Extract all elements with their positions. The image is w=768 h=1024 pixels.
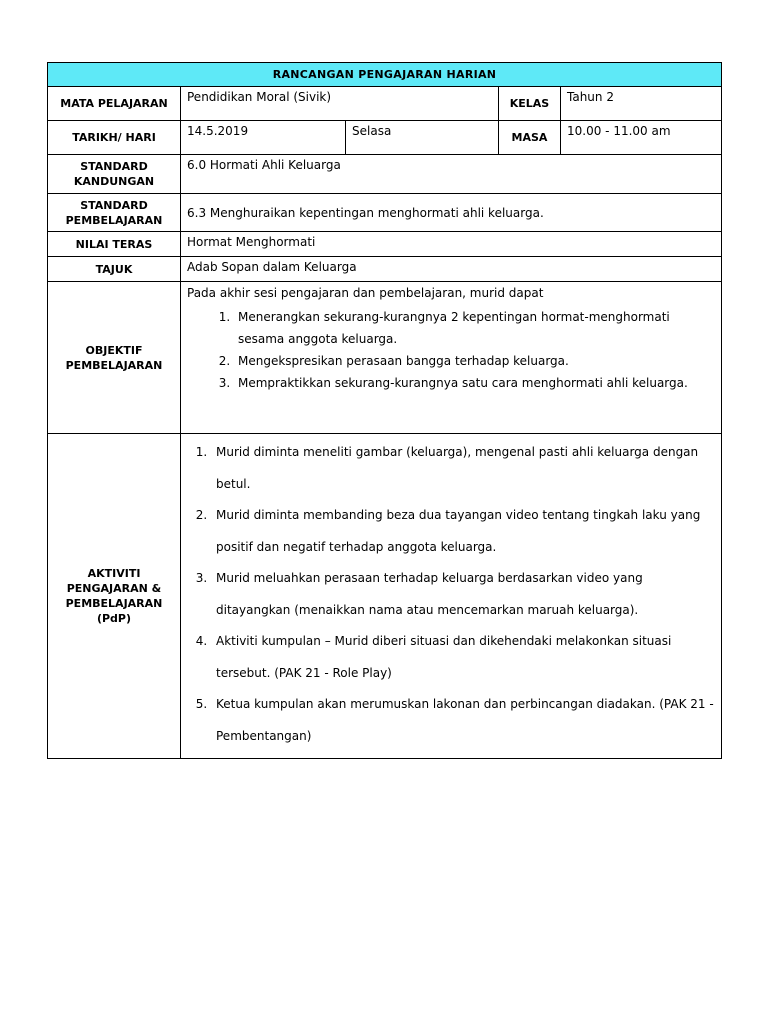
lesson-plan-table [47,62,722,759]
mata-pelajaran-label: MATA PELAJARAN [48,87,181,121]
objektif-list [187,306,715,394]
nilai-teras-value: Hormat Menghormati [181,232,722,257]
standard-pembelajaran-label: STANDARD PEMBELAJARAN [48,194,181,232]
standard-pembelajaran-value: 6.3 Menghuraikan kepentingan menghormati ahli keluarga. [181,194,722,232]
mata-pelajaran-value: Pendidikan Moral (Sivik) [181,87,499,121]
table-title: RANCANGAN PENGAJARAN HARIAN [48,63,722,87]
tarikh-day: Selasa [346,121,499,155]
tajuk-label: TAJUK [48,257,181,282]
tajuk-value: Adab Sopan dalam Keluarga [181,257,722,282]
objektif-label: OBJEKTIF PEMBELAJARAN [48,282,181,434]
kelas-label: KELAS [499,87,561,121]
objektif-intro: Pada akhir sesi pengajaran dan pembelajaran, murid dapat [187,286,544,300]
standard-kandungan-value: 6.0 Hormati Ahli Keluarga [181,155,722,194]
masa-value: 10.00 - 11.00 am [561,121,722,155]
aktiviti-item: 4. Aktiviti kumpulan – Murid diberi situasi dan dikehendaki melakonkan situasi tersebut. (PAK 21 - Role Play) [211,626,715,689]
aktiviti-item: 5. Ketua kumpulan akan merumuskan lakonan dan perbincangan diadakan. (PAK 21 - Pembentangan) [211,689,715,752]
aktiviti-list [187,437,715,752]
tarikh-date: 14.5.2019 [181,121,346,155]
objektif-item: 1. Menerangkan sekurang-kurangnya 2 kepentingan hormat-menghormati sesama anggota keluarga. [234,306,715,350]
objektif-item: 3. Mempraktikkan sekurang-kurangnya satu cara menghormati ahli keluarga. [234,372,715,394]
aktiviti-item: 2. Murid diminta membanding beza dua tayangan video tentang tingkah laku yang positif dan negatif terhadap anggota keluarga. [211,500,715,563]
aktiviti-cell [181,434,722,759]
aktiviti-item: 3. Murid meluahkan perasaan terhadap keluarga berdasarkan video yang ditayangkan (menaikkan nama atau mencemarkan maruah keluarga). [211,563,715,626]
aktiviti-label: AKTIVITI PENGAJARAN & PEMBELAJARAN (PdP) [48,434,181,759]
objektif-item: 2. Mengekspresikan perasaan bangga terhadap keluarga. [234,350,715,372]
masa-label: MASA [499,121,561,155]
objektif-cell [181,282,722,434]
standard-kandungan-label: STANDARD KANDUNGAN [48,155,181,194]
kelas-value: Tahun 2 [561,87,722,121]
tarikh-label: TARIKH/ HARI [48,121,181,155]
aktiviti-item: 1. Murid diminta meneliti gambar (keluarga), mengenal pasti ahli keluarga dengan betul. [211,437,715,500]
nilai-teras-label: NILAI TERAS [48,232,181,257]
